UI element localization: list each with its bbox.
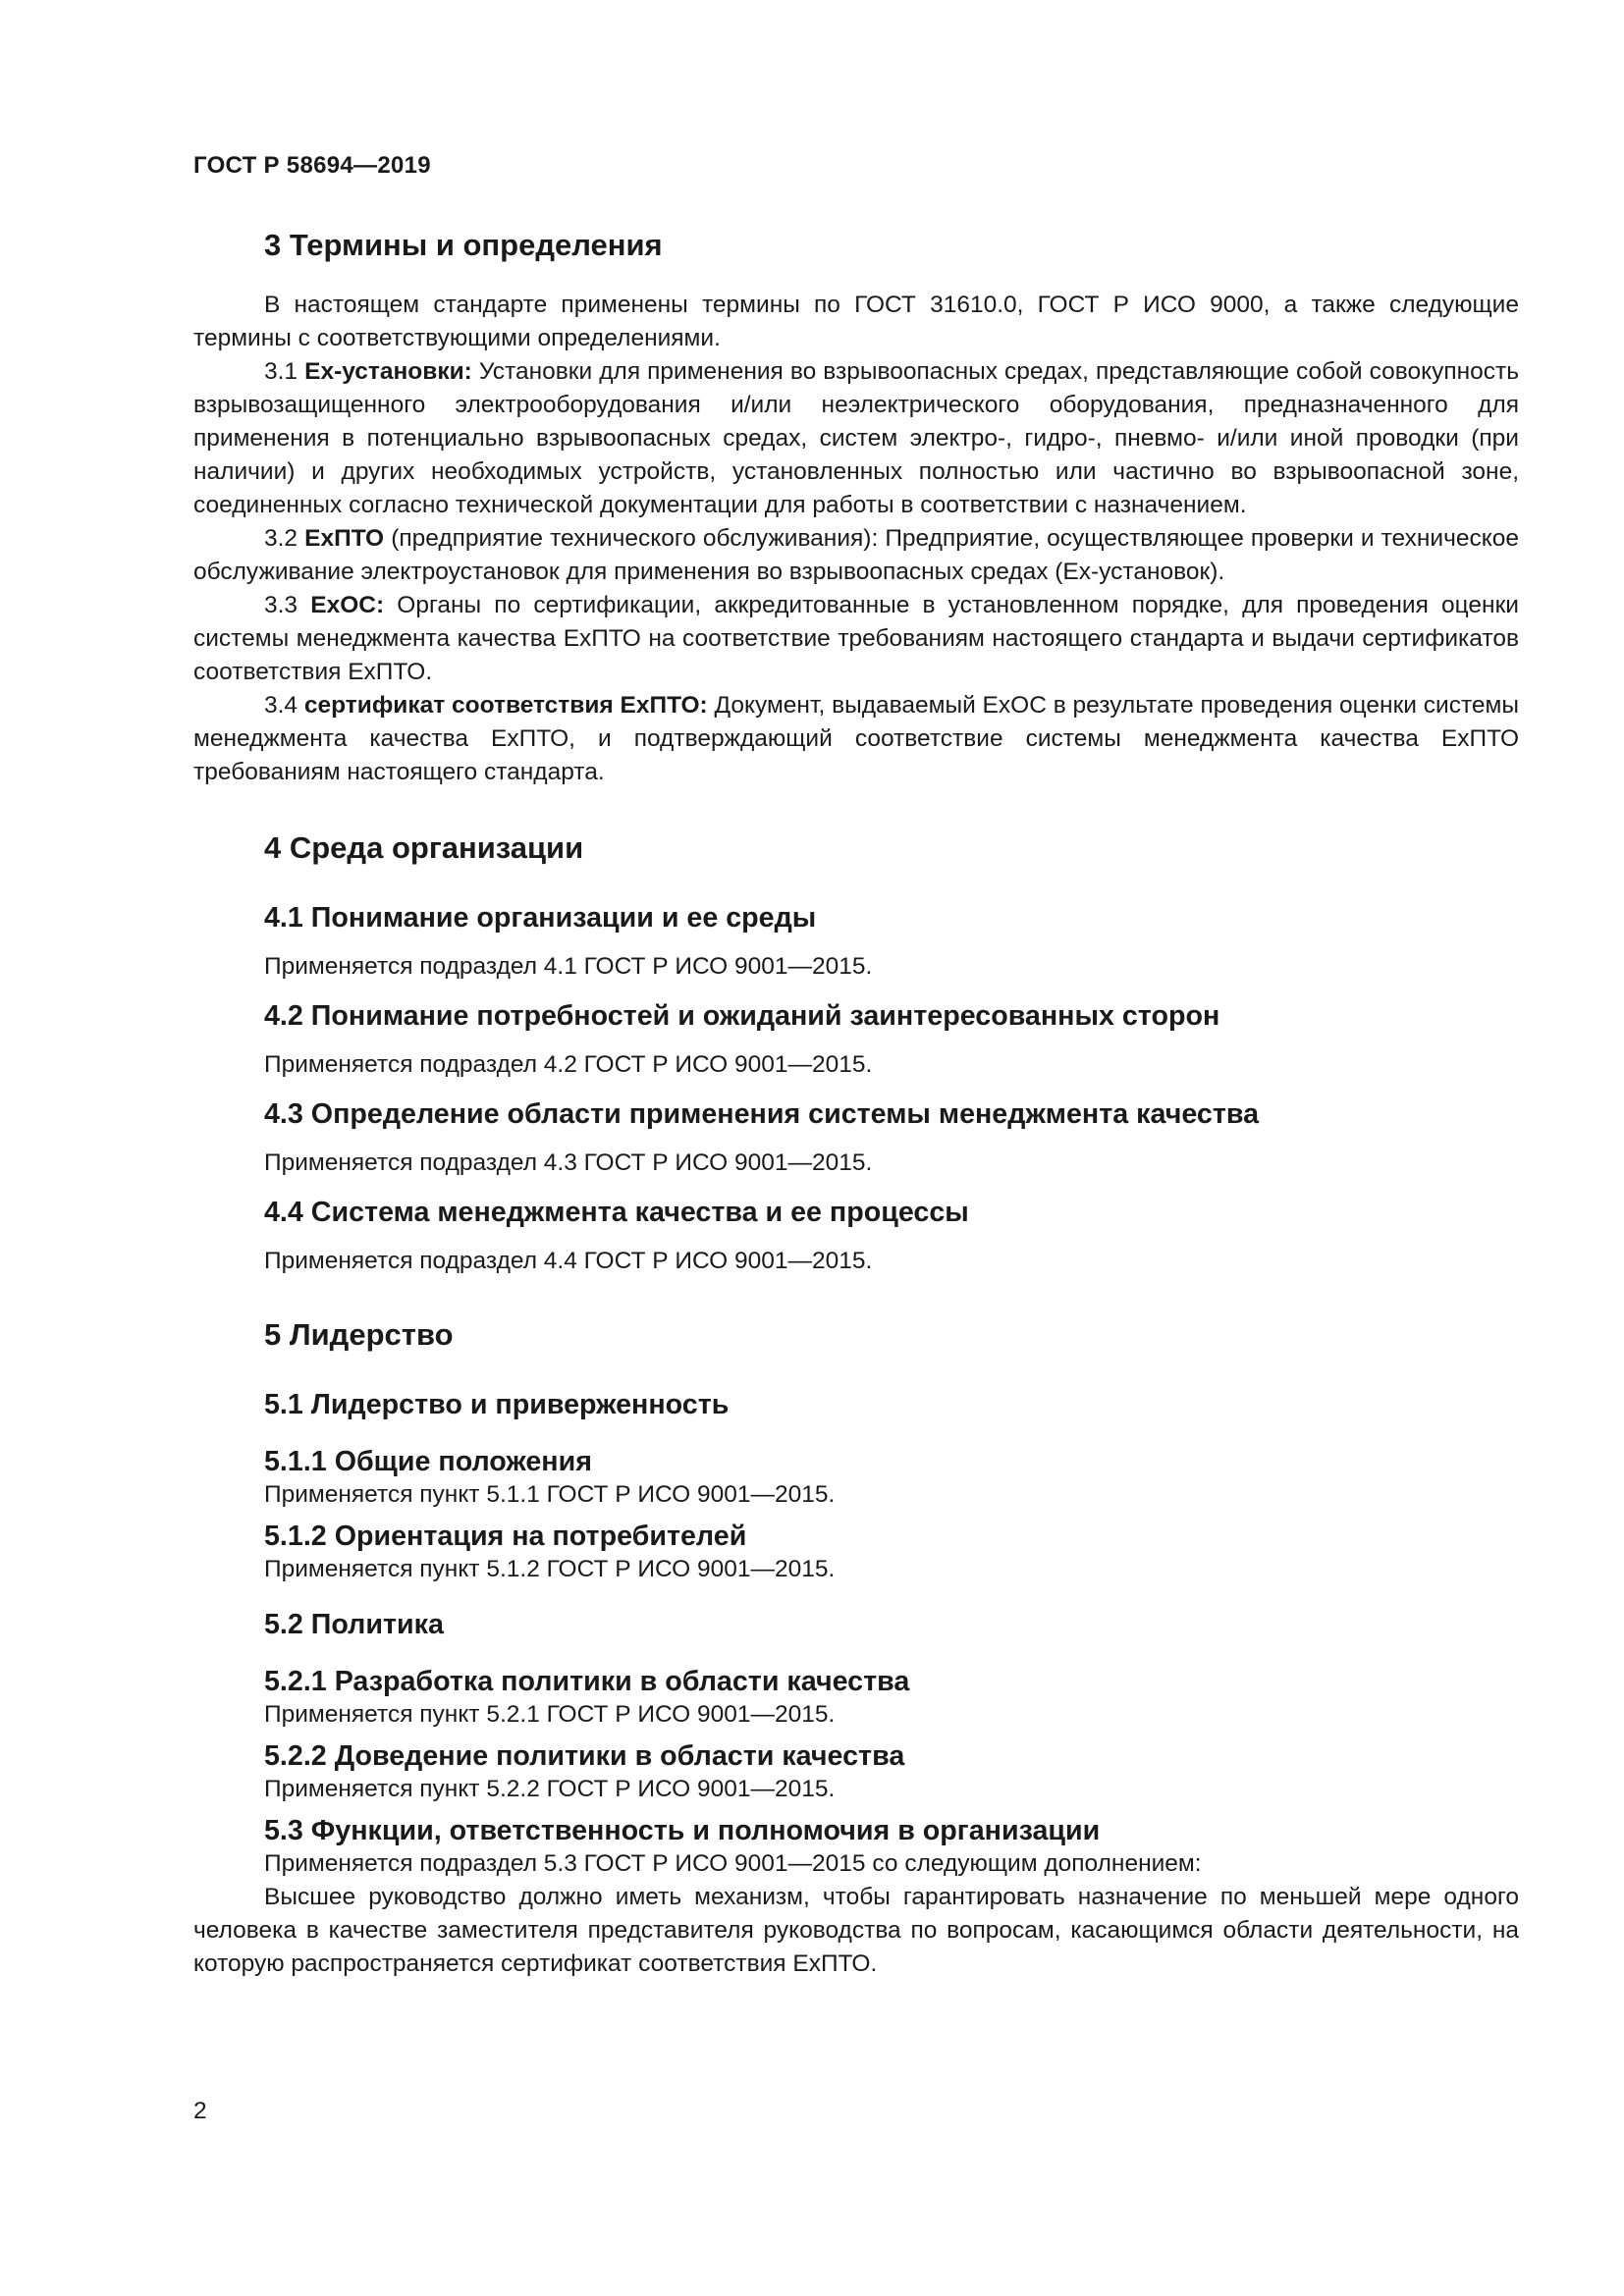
document-header: ГОСТ Р 58694—2019 [193,152,431,179]
subsection-4-4-title: 4.4 Система менеджмента качества и ее процессы [264,1197,969,1228]
section-3-heading: 3 Термины и определения [264,228,663,262]
document-body [193,226,1519,1981]
clause-5-2-1-text: Применяется пункт 5.2.1 ГОСТ Р ИСО 9001—2015. [264,1701,836,1728]
term-definition: (предприятие технического обслуживания): Предприятие, осуществляющее проверки и техническое обслуживание электроустановок для применения во взрывоопасных средах (Ex-установок). [193,525,1519,585]
term-name: ExОС: [310,592,385,618]
subsection-4-3-text: Применяется подраздел 4.3 ГОСТ Р ИСО 9001—2015. [264,1149,873,1176]
section-3-intro: В настоящем стандарте применены термины по ГОСТ 31610.0, ГОСТ Р ИСО 9000, а также следующие термины с соответствующими определениями. [193,292,1519,351]
term-3-3 [193,589,1519,689]
subsection-5-3-addition: Высшее руководство должно иметь механизм, чтобы гарантировать назначение по меньшей мере одного человека в качестве заместителя представителя руководства по вопросам, касающимся области деятельности, на которую распространяется сертификат соответствия ExПТО. [193,1884,1519,1977]
subsection-5-3-text: Применяется подраздел 5.3 ГОСТ Р ИСО 9001—2015 со следующим дополнением: [264,1850,1202,1877]
subsection-4-2-title: 4.2 Понимание потребностей и ожиданий заинтересованных сторон [264,1000,1220,1032]
clause-5-1-2-text: Применяется пункт 5.1.2 ГОСТ Р ИСО 9001—2015. [264,1556,836,1582]
page-number: 2 [193,2098,207,2124]
term-name: ExПТО [304,525,385,552]
term-definition: Документ, выдаваемый ExОС в результате проведения оценки системы менеджмента качества ExПТО, и подтверждающий соответствие системы менеджмента качества ExПТО требованиям настоящего стандарта. [193,692,1519,785]
term-number: 3.2 [264,525,305,552]
term-3-2 [193,522,1519,589]
subsection-5-1-title: 5.1 Лидерство и приверженность [264,1389,730,1420]
clause-5-2-2-title: 5.2.2 Доведение политики в области качества [264,1740,905,1772]
clause-5-1-2-title: 5.1.2 Ориентация на потребителей [264,1521,747,1552]
clause-5-1-1-text: Применяется пункт 5.1.1 ГОСТ Р ИСО 9001—2015. [264,1481,836,1508]
section-5-heading: 5 Лидерство [264,1317,454,1352]
term-definition: Установки для применения во взрывоопасных средах, представляющие собой совокупность взрывозащищенного электрооборудования и/или неэлектрического оборудования, предназначенного для применения в потенциально взрывоопасных средах, систем электро-, гидро-, пневмо- и/или иной проводки (при наличии) и других необходимых устройств, установленных полностью или частично во взрывоопасной зоне, соединенных согласно технической документации для работы в соответствии с назначением. [193,358,1519,518]
term-name: Ex-установки: [304,358,472,385]
term-3-4 [193,689,1519,789]
term-name: сертификат соответствия ExПТО: [303,692,708,719]
clause-5-2-1-title: 5.2.1 Разработка политики в области качества [264,1666,910,1697]
term-3-1 [193,355,1519,522]
subsection-4-3-title: 4.3 Определение области применения системы менеджмента качества [264,1098,1260,1130]
term-number: 3.3 [264,592,311,618]
section-4-heading: 4 Среда организации [264,830,584,865]
term-definition: Органы по сертификации, аккредитованные в установленном порядке, для проведения оценки системы менеджмента качества ExПТО на соответствие требованиям настоящего стандарта и выдачи сертификатов соответствия ExПТО. [193,592,1519,685]
clause-5-2-2-text: Применяется пункт 5.2.2 ГОСТ Р ИСО 9001—2015. [264,1776,836,1802]
subsection-4-1-text: Применяется подраздел 4.1 ГОСТ Р ИСО 9001—2015. [264,953,873,980]
subsection-5-2-title: 5.2 Политика [264,1609,444,1640]
subsection-5-3-title: 5.3 Функции, ответственность и полномочия в организации [264,1815,1101,1846]
clause-5-1-1-title: 5.1.1 Общие положения [264,1446,592,1477]
term-number: 3.4 [264,692,304,719]
subsection-4-1-title: 4.1 Понимание организации и ее среды [264,902,817,934]
subsection-4-4-text: Применяется подраздел 4.4 ГОСТ Р ИСО 9001—2015. [264,1248,873,1274]
term-number: 3.1 [264,358,305,385]
subsection-4-2-text: Применяется подраздел 4.2 ГОСТ Р ИСО 9001—2015. [264,1051,873,1078]
